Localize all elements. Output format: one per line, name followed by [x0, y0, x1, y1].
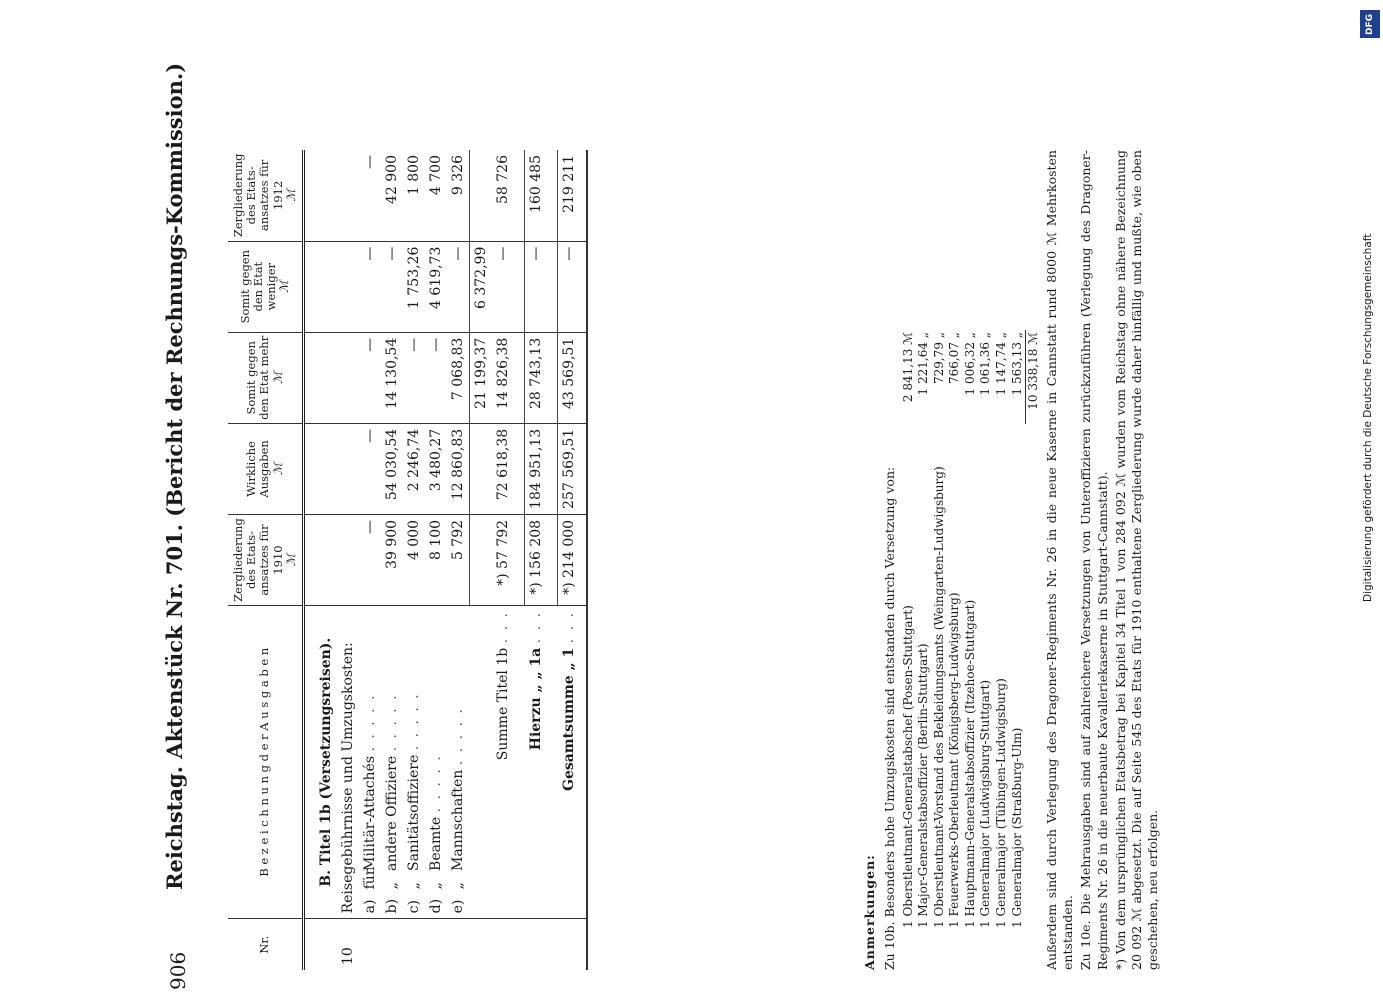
summe-row: Summe Titel 1b . . . *) 57 792 72 618,38 14 826,38 — 58 726 — [492, 150, 514, 970]
movement-list — [901, 330, 1042, 930]
dfg-credit-text: Digitalisierung gefördert durch die Deutsche Forschungsgemeinschaft — [1362, 233, 1374, 602]
gesamt-row: Gesamtsumme „ 1 . . . *) 214 000 257 569,51 43 569,51 — 219 211 — [558, 150, 588, 970]
list-item: 1 Major-Generalstabsoffizier (Berlin-Stuttgart) 1 221,64 „ — [916, 332, 931, 928]
movement-total-row — [1026, 330, 1042, 930]
table-header-row — [228, 150, 304, 970]
page-title: Reichstag. Aktenstück Nr. 701. (Bericht der Rechnungs-Kommission.) — [162, 62, 187, 890]
notes-heading: Anmerkungen: — [862, 854, 877, 970]
page-number: 906 — [166, 951, 190, 990]
hierzu-row: Hierzu „ „ 1a . . . *) 156 208 184 951,13 28 743,13 — 160 485 — [525, 150, 548, 970]
table-row: e)„ Mannschaften . . . . . 5 792 12 860,83 7 068,83 — 9 326 — [447, 150, 470, 970]
col-bezeichnung: B e z e i c h n u n g d e r A u s g a b e n — [228, 606, 304, 919]
table-row: b)„ andere Offiziere . . . . . 39 900 54 030,54 14 130,54 — 42 900 — [381, 150, 403, 970]
subtotal-weniger: 6 372,99 — [470, 241, 493, 332]
subtotal-mehr: 21 199,37 — [470, 332, 493, 423]
list-item: 1 Generalmajor (Tübingen-Ludwigsburg) 1 147,74 „ — [994, 332, 1009, 928]
col-etat-1912: Zergliederung des Etats-ansatzes für 1912 ℳ — [228, 150, 304, 241]
list-item: 1 Hauptmann-Generalstabsoffizier (Itzehoe-Stuttgart) 1 006,32 „ — [962, 332, 977, 928]
section-row — [304, 150, 338, 970]
list-item: 1 Oberstleutnant-Generalstabschef (Posen-Stuttgart) 2 841,13 ℳ — [900, 332, 915, 928]
page-header — [160, 62, 210, 990]
notes-section — [860, 150, 1164, 970]
col-weniger: Somit gegen den Etat weniger ℳ — [228, 241, 304, 332]
col-etat-1910: Zergliederung des Etats-ansatzes für 1910 ℳ — [228, 514, 304, 605]
subtotal-row — [470, 150, 493, 970]
dfg-logo: DFG — [1360, 10, 1380, 38]
col-wirkliche: Wirkliche Ausgaben ℳ — [228, 423, 304, 514]
table-row: c)„ Sanitätsoffiziere . . . . . 4 000 2 246,74 — 1 753,26 1 800 — [403, 150, 425, 970]
note-10e: Zu 10e. Die Mehrausgaben sind auf zahlreichere Versetzungen von Unteroffizieren zurückzuführen (Verlegung des Dragoner-Regiments Nr. 26 in die neuerbaute Kavalleriekaserne in Stuttgart-Cannstatt). — [1078, 150, 1110, 970]
row-intro: Reisegebührnisse und Umzugskosten: — [337, 606, 359, 919]
list-item: 1 Generalmajor (Straßburg-Ulm) 1 563,13 „ — [1009, 332, 1024, 928]
note-10b: Zu 10b. Besonders hohe Umzugskosten sind entstanden durch Versetzung von: — [882, 466, 898, 970]
list-item: 1 Generalmajor (Ludwigsburg-Stuttgart) 1 061,36 „ — [978, 332, 993, 928]
section-title: B. Titel 1b (Versetzungsreisen). — [304, 606, 338, 919]
table-row: a)für Militär-Attachés . . . . . — — — — — — [359, 150, 381, 970]
list-item: 1 Feuerwerks-Oberleutnant (Königsberg-Ludwigsburg) 766,07 „ — [947, 332, 962, 928]
rotated-page — [160, 62, 1310, 990]
note-footnote: *) Von dem ursprünglichen Etatsbetrag bei Kapitel 34 Titel 1 von 284 092 ℳ wurden vom Reichstag ohne nähere Bezeichnung 20 092 ℳ abgesetzt. Die auf Seite 545 des Etats für 1910 enthaltene Zergliederung wurde daher hinfällig und mußte, wie oben geschehen, neu erfolgen. — [1112, 150, 1161, 970]
table-row: d)„ Beamte . . . . . 8 100 3 480,27 — 4 619,73 4 700 — [425, 150, 447, 970]
movement-total: 10 338,18 ℳ — [1026, 330, 1042, 424]
digitization-credit — [1358, 8, 1382, 998]
note-kaserne: Außerdem sind durch Verlegung des Dragoner-Regiments Nr. 26 in die neue Kaserne in Cannstatt rund 8000 ℳ Mehrkosten entstanden. — [1043, 150, 1076, 970]
col-nr: Nr. — [228, 919, 304, 970]
list-item: 1 Oberstleutnant-Vorstand des Bekleidungsamts (Weingarten-Ludwigsburg) 729,79 „ — [931, 332, 946, 928]
table-row — [337, 150, 359, 970]
expenditure-table — [228, 150, 588, 970]
col-mehr: Somit gegen den Etat mehr ℳ — [228, 332, 304, 423]
row-nr: 10 — [340, 947, 357, 965]
